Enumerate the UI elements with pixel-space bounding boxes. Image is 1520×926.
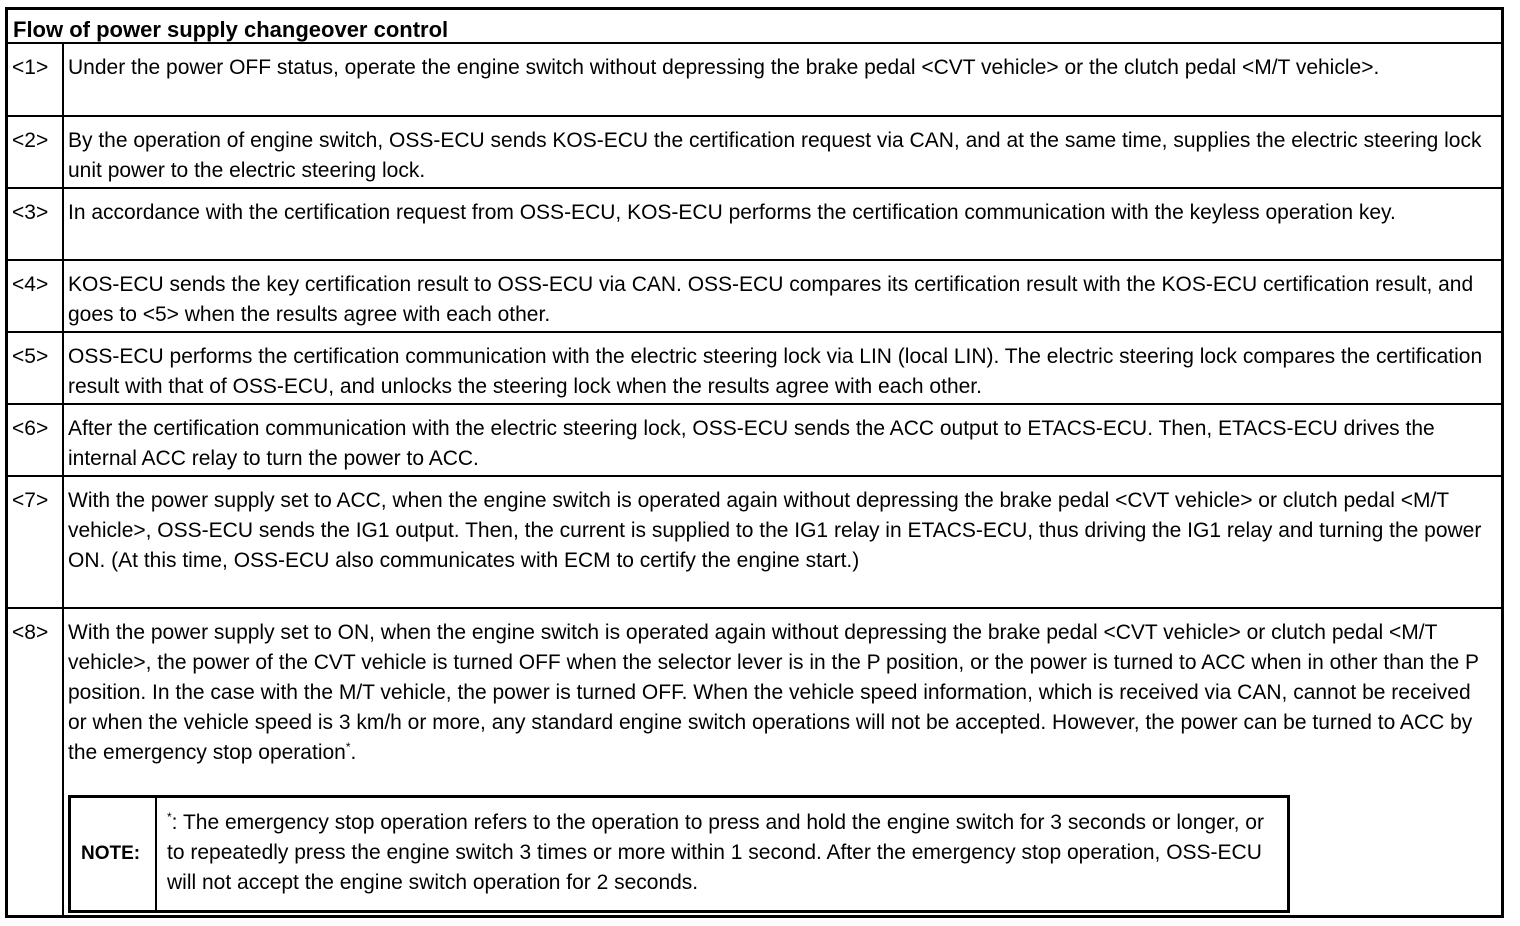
step-row: [8, 477, 1501, 609]
step-text: With the power supply set to ON, when the engine switch is operated again without depressing the brake pedal <CVT vehicle> or clutch pedal <M/T vehicle>, the power of the CVT vehicle is turned OFF when the selector lever is in the P position, or the power is turned to ACC when in other than the P position. In the case with the M/T vehicle, the power is turned OFF. When the vehicle speed information, which is received via CAN, cannot be received or when the vehicle speed is 3 km/h or more, any standard engine switch operations will not be accepted. However, the power can be turned to ACC by the emergency stop operation: [68, 621, 1479, 764]
note-text: : The emergency stop operation refers to the operation to press and hold the engine switch for 3 seconds or longer, or to repeatedly press the engine switch 3 times or more within 1 second. After the emergency stop operation, OSS-ECU will not accept the engine switch operation for 2 seconds.: [167, 811, 1264, 894]
step-text: By the operation of engine switch, OSS-ECU sends KOS-ECU the certification request via CAN, and at the same time, supplies the electric steering lock unit power to the electric steering lock.: [68, 129, 1482, 182]
step-number: <7>: [8, 477, 64, 607]
step-number: <6>: [8, 405, 64, 475]
step-text: OSS-ECU performs the certification communication with the electric steering lock via LIN (local LIN). The electric steering lock compares the certification result with that of OSS-ECU, and unlocks the steering lock when the results agree with each other.: [68, 345, 1483, 398]
note-content: [157, 798, 1287, 910]
footnote-marker: *: [345, 740, 351, 754]
step-row: [8, 189, 1501, 261]
step-text: After the certification communication with the electric steering lock, OSS-ECU sends the ACC output to ETACS-ECU. Then, ETACS-ECU drives the internal ACC relay to turn the power to ACC.: [68, 417, 1435, 470]
step-number: <4>: [8, 261, 64, 331]
step-content: [64, 609, 1501, 918]
step-number: <8>: [8, 609, 64, 918]
step-row: [8, 405, 1501, 477]
step-text: In accordance with the certification request from OSS-ECU, KOS-ECU performs the certification communication with the keyless operation key.: [68, 201, 1396, 224]
step-number: <3>: [8, 189, 64, 259]
note-box: [68, 795, 1290, 913]
note-label: NOTE:: [71, 798, 157, 910]
step-text: KOS-ECU sends the key certification result to OSS-ECU via CAN. OSS-ECU compares its certification result with the KOS-ECU certification result, and goes to <5> when the results agree with each other.: [68, 273, 1474, 326]
step-number: <1>: [8, 44, 64, 115]
step-row: [8, 44, 1501, 117]
step-row: [8, 117, 1501, 189]
step-number: <2>: [8, 117, 64, 187]
step-text: With the power supply set to ACC, when the engine switch is operated again without depressing the brake pedal <CVT vehicle> or clutch pedal <M/T vehicle>, OSS-ECU sends the IG1 output. Then, the current is supplied to the IG1 relay in ETACS-ECU, thus driving the IG1 relay and turning the power ON. (At this time, OSS-ECU also communicates with ECM to certify the engine start.): [68, 489, 1482, 572]
step-text: Under the power OFF status, operate the engine switch without depressing the brake pedal <CVT vehicle> or the clutch pedal <M/T vehicle>.: [68, 56, 1380, 79]
step-number: <5>: [8, 333, 64, 403]
step-row: [8, 333, 1501, 405]
footnote-marker: *: [167, 810, 172, 824]
procedure-table: [5, 7, 1504, 918]
step-row: [8, 261, 1501, 333]
table-title: Flow of power supply changeover control: [8, 10, 1501, 44]
step-row: [8, 609, 1501, 918]
step-text-end: .: [350, 741, 357, 764]
